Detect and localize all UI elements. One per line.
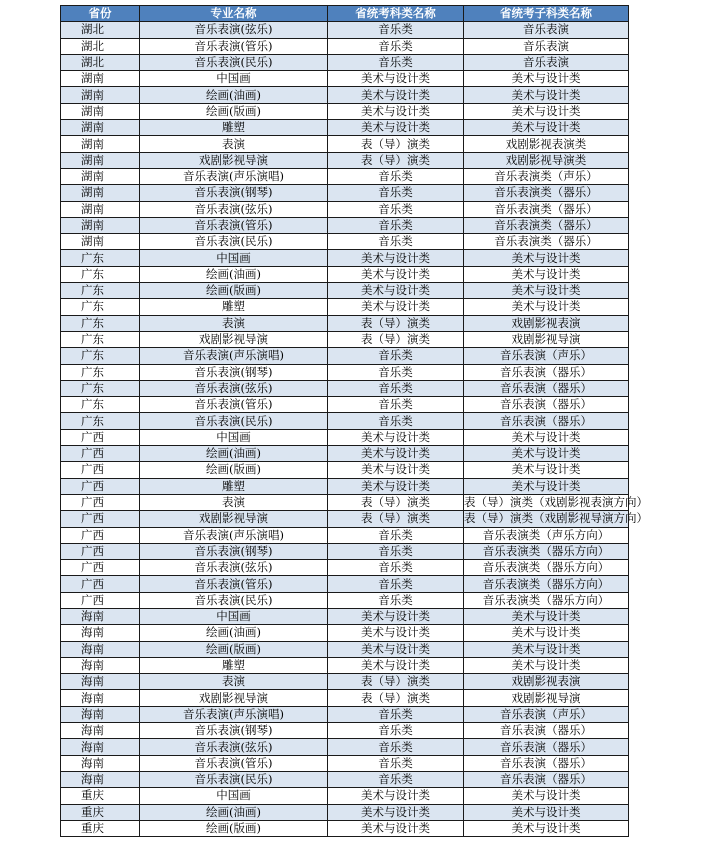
exam-category-cell: 音乐类 xyxy=(328,348,464,364)
table-row xyxy=(61,723,629,739)
table-row xyxy=(61,234,629,250)
table-row xyxy=(61,511,629,527)
major-name-cell: 音乐表演(管乐) xyxy=(140,755,328,771)
major-name-cell: 音乐表演(钢琴) xyxy=(140,543,328,559)
header-row xyxy=(61,6,629,22)
major-name-cell: 音乐表演(民乐) xyxy=(140,592,328,608)
exam-category-cell: 美术与设计类 xyxy=(328,266,464,282)
exam-category-cell: 音乐类 xyxy=(328,592,464,608)
major-name-cell: 音乐表演(声乐演唱) xyxy=(140,706,328,722)
exam-category-cell: 音乐类 xyxy=(328,739,464,755)
exam-subcategory-cell: 美术与设计类 xyxy=(464,788,629,804)
exam-subcategory-cell: 戏剧影视表演 xyxy=(464,315,629,331)
table-row xyxy=(61,136,629,152)
exam-category-cell: 美术与设计类 xyxy=(328,608,464,624)
province-cell: 广西 xyxy=(61,543,140,559)
table-row xyxy=(61,706,629,722)
exam-subcategory-cell: 音乐表演（器乐） xyxy=(464,771,629,787)
province-cell: 海南 xyxy=(61,674,140,690)
province-cell: 湖北 xyxy=(61,38,140,54)
province-cell: 湖北 xyxy=(61,22,140,38)
exam-subcategory-cell: 音乐表演 xyxy=(464,38,629,54)
province-cell: 海南 xyxy=(61,706,140,722)
exam-subcategory-cell: 音乐表演（器乐） xyxy=(464,723,629,739)
exam-category-cell: 音乐类 xyxy=(328,380,464,396)
exam-category-cell: 音乐类 xyxy=(328,543,464,559)
table-row xyxy=(61,397,629,413)
province-cell: 广西 xyxy=(61,494,140,510)
province-cell: 海南 xyxy=(61,641,140,657)
header-exam-subcategory: 省统考子科类名称 xyxy=(464,6,629,22)
exam-subcategory-cell: 音乐表演（声乐） xyxy=(464,706,629,722)
exam-category-cell: 美术与设计类 xyxy=(328,462,464,478)
province-cell: 广西 xyxy=(61,560,140,576)
exam-subcategory-cell: 戏剧影视表演类 xyxy=(464,136,629,152)
province-cell: 湖南 xyxy=(61,217,140,233)
province-cell: 湖南 xyxy=(61,136,140,152)
table-row xyxy=(61,103,629,119)
exam-category-cell: 音乐类 xyxy=(328,527,464,543)
exam-category-cell: 音乐类 xyxy=(328,413,464,429)
exam-category-cell: 音乐类 xyxy=(328,364,464,380)
exam-subcategory-cell: 音乐表演类（声乐方向） xyxy=(464,527,629,543)
major-name-cell: 绘画(版画) xyxy=(140,820,328,836)
table-row xyxy=(61,625,629,641)
exam-category-cell: 音乐类 xyxy=(328,706,464,722)
province-cell: 湖南 xyxy=(61,120,140,136)
exam-subcategory-cell: 美术与设计类 xyxy=(464,641,629,657)
province-cell: 广东 xyxy=(61,283,140,299)
exam-subcategory-cell: 音乐表演（器乐） xyxy=(464,397,629,413)
province-cell: 广东 xyxy=(61,397,140,413)
exam-category-cell: 美术与设计类 xyxy=(328,250,464,266)
exam-category-cell: 美术与设计类 xyxy=(328,71,464,87)
table-row xyxy=(61,592,629,608)
table-row xyxy=(61,771,629,787)
exam-subcategory-cell: 美术与设计类 xyxy=(464,462,629,478)
major-name-cell: 戏剧影视导演 xyxy=(140,152,328,168)
exam-category-cell: 美术与设计类 xyxy=(328,804,464,820)
exam-subcategory-cell: 音乐表演（器乐） xyxy=(464,364,629,380)
exam-category-cell: 美术与设计类 xyxy=(328,788,464,804)
table-row xyxy=(61,560,629,576)
major-name-cell: 中国画 xyxy=(140,608,328,624)
exam-subcategory-cell: 音乐表演类（声乐） xyxy=(464,168,629,184)
exam-subcategory-cell: 音乐表演（器乐） xyxy=(464,413,629,429)
table-row xyxy=(61,462,629,478)
exam-category-cell: 音乐类 xyxy=(328,168,464,184)
major-name-cell: 中国画 xyxy=(140,429,328,445)
table-row xyxy=(61,315,629,331)
exam-category-cell: 美术与设计类 xyxy=(328,103,464,119)
exam-category-cell: 音乐类 xyxy=(328,234,464,250)
exam-subcategory-cell: 戏剧影视导演 xyxy=(464,690,629,706)
province-cell: 海南 xyxy=(61,608,140,624)
exam-subcategory-cell: 美术与设计类 xyxy=(464,446,629,462)
major-name-cell: 音乐表演(声乐演唱) xyxy=(140,527,328,543)
major-name-cell: 音乐表演(民乐) xyxy=(140,771,328,787)
province-cell: 重庆 xyxy=(61,804,140,820)
exam-category-cell: 音乐类 xyxy=(328,22,464,38)
exam-category-cell: 表（导）演类 xyxy=(328,152,464,168)
table-row xyxy=(61,641,629,657)
table-row xyxy=(61,608,629,624)
major-name-cell: 音乐表演(管乐) xyxy=(140,397,328,413)
major-name-cell: 绘画(版画) xyxy=(140,103,328,119)
exam-subcategory-cell: 音乐表演类（器乐方向） xyxy=(464,543,629,559)
exam-subcategory-cell: 音乐表演（声乐） xyxy=(464,348,629,364)
table-row xyxy=(61,348,629,364)
major-name-cell: 中国画 xyxy=(140,788,328,804)
exam-subcategory-cell: 音乐表演类（器乐方向） xyxy=(464,560,629,576)
major-name-cell: 音乐表演(弦乐) xyxy=(140,380,328,396)
exam-subcategory-cell: 音乐表演 xyxy=(464,22,629,38)
exam-subcategory-cell: 音乐表演类（器乐） xyxy=(464,185,629,201)
table-row xyxy=(61,250,629,266)
province-cell: 广东 xyxy=(61,299,140,315)
table-row xyxy=(61,168,629,184)
province-cell: 广东 xyxy=(61,315,140,331)
major-name-cell: 表演 xyxy=(140,136,328,152)
major-name-cell: 音乐表演(弦乐) xyxy=(140,201,328,217)
table-row xyxy=(61,331,629,347)
table-row xyxy=(61,185,629,201)
major-name-cell: 表演 xyxy=(140,315,328,331)
table-row xyxy=(61,38,629,54)
province-cell: 广东 xyxy=(61,250,140,266)
major-name-cell: 绘画(版画) xyxy=(140,283,328,299)
exam-category-cell: 美术与设计类 xyxy=(328,478,464,494)
province-cell: 湖南 xyxy=(61,103,140,119)
exam-category-cell: 表（导）演类 xyxy=(328,331,464,347)
table-row xyxy=(61,755,629,771)
exam-subcategory-cell: 美术与设计类 xyxy=(464,87,629,103)
exam-subcategory-cell: 音乐表演类（器乐） xyxy=(464,201,629,217)
major-name-cell: 绘画(油画) xyxy=(140,446,328,462)
table-row xyxy=(61,217,629,233)
major-name-cell: 音乐表演(民乐) xyxy=(140,234,328,250)
major-name-cell: 音乐表演(民乐) xyxy=(140,413,328,429)
table-row xyxy=(61,527,629,543)
exam-subcategory-cell: 美术与设计类 xyxy=(464,478,629,494)
province-cell: 湖南 xyxy=(61,234,140,250)
table-row xyxy=(61,446,629,462)
major-name-cell: 雕塑 xyxy=(140,478,328,494)
major-name-cell: 雕塑 xyxy=(140,657,328,673)
table-row xyxy=(61,494,629,510)
exam-subcategory-cell: 美术与设计类 xyxy=(464,804,629,820)
major-name-cell: 中国画 xyxy=(140,250,328,266)
exam-subcategory-cell: 音乐表演类（器乐方向） xyxy=(464,592,629,608)
major-name-cell: 音乐表演(管乐) xyxy=(140,576,328,592)
exam-subcategory-cell: 音乐表演类（器乐方向） xyxy=(464,576,629,592)
exam-category-cell: 音乐类 xyxy=(328,185,464,201)
exam-category-cell: 音乐类 xyxy=(328,38,464,54)
exam-subcategory-cell: 美术与设计类 xyxy=(464,608,629,624)
exam-category-cell: 美术与设计类 xyxy=(328,446,464,462)
major-name-cell: 绘画(油画) xyxy=(140,266,328,282)
exam-subcategory-cell: 美术与设计类 xyxy=(464,429,629,445)
province-cell: 湖南 xyxy=(61,168,140,184)
exam-category-cell: 表（导）演类 xyxy=(328,494,464,510)
exam-subcategory-cell: 美术与设计类 xyxy=(464,657,629,673)
table-row xyxy=(61,690,629,706)
province-cell: 海南 xyxy=(61,739,140,755)
table-row xyxy=(61,657,629,673)
exam-subcategory-cell: 戏剧影视导演类 xyxy=(464,152,629,168)
major-name-cell: 音乐表演(声乐演唱) xyxy=(140,348,328,364)
major-name-cell: 绘画(油画) xyxy=(140,625,328,641)
header-province: 省份 xyxy=(61,6,140,22)
province-cell: 海南 xyxy=(61,755,140,771)
province-cell: 湖南 xyxy=(61,185,140,201)
province-cell: 湖南 xyxy=(61,152,140,168)
exam-category-cell: 美术与设计类 xyxy=(328,657,464,673)
exam-category-cell: 音乐类 xyxy=(328,723,464,739)
table-row xyxy=(61,299,629,315)
exam-subcategory-cell: 戏剧影视表演 xyxy=(464,674,629,690)
exam-category-cell: 美术与设计类 xyxy=(328,625,464,641)
exam-subcategory-cell: 美术与设计类 xyxy=(464,283,629,299)
table-row xyxy=(61,87,629,103)
table-row xyxy=(61,478,629,494)
exam-subcategory-cell: 音乐表演（器乐） xyxy=(464,380,629,396)
table-row xyxy=(61,380,629,396)
table-row xyxy=(61,54,629,70)
province-cell: 湖北 xyxy=(61,54,140,70)
major-name-cell: 音乐表演(声乐演唱) xyxy=(140,168,328,184)
table-row xyxy=(61,120,629,136)
exam-subcategory-cell: 美术与设计类 xyxy=(464,71,629,87)
exam-subcategory-cell: 戏剧影视导演 xyxy=(464,331,629,347)
header-exam-category: 省统考科类名称 xyxy=(328,6,464,22)
exam-subcategory-cell: 美术与设计类 xyxy=(464,266,629,282)
exam-subcategory-cell: 表（导）演类（戏剧影视导演方向） xyxy=(464,511,648,526)
major-name-cell: 音乐表演(管乐) xyxy=(140,217,328,233)
major-name-cell: 音乐表演(钢琴) xyxy=(140,185,328,201)
exam-category-cell: 音乐类 xyxy=(328,755,464,771)
province-cell: 广东 xyxy=(61,413,140,429)
major-name-cell: 绘画(油画) xyxy=(140,87,328,103)
table-row xyxy=(61,788,629,804)
table-row xyxy=(61,804,629,820)
exam-category-cell: 表（导）演类 xyxy=(328,511,464,527)
province-cell: 广东 xyxy=(61,380,140,396)
table-row xyxy=(61,364,629,380)
province-cell: 海南 xyxy=(61,625,140,641)
table-row xyxy=(61,266,629,282)
table-row xyxy=(61,413,629,429)
table-row xyxy=(61,429,629,445)
major-name-cell: 音乐表演(民乐) xyxy=(140,54,328,70)
major-name-cell: 表演 xyxy=(140,494,328,510)
exam-subcategory-cell: 音乐表演类（器乐） xyxy=(464,217,629,233)
table-row xyxy=(61,674,629,690)
major-name-cell: 绘画(版画) xyxy=(140,462,328,478)
province-cell: 广东 xyxy=(61,348,140,364)
province-cell: 湖南 xyxy=(61,87,140,103)
table-row xyxy=(61,739,629,755)
province-cell: 广西 xyxy=(61,592,140,608)
province-cell: 广西 xyxy=(61,527,140,543)
table-row xyxy=(61,201,629,217)
table-header xyxy=(61,6,629,22)
major-name-cell: 雕塑 xyxy=(140,120,328,136)
exam-category-cell: 音乐类 xyxy=(328,397,464,413)
exam-category-cell: 美术与设计类 xyxy=(328,429,464,445)
province-cell: 广西 xyxy=(61,462,140,478)
exam-category-cell: 美术与设计类 xyxy=(328,283,464,299)
major-name-cell: 绘画(油画) xyxy=(140,804,328,820)
major-name-cell: 音乐表演(弦乐) xyxy=(140,739,328,755)
province-cell: 广西 xyxy=(61,576,140,592)
header-major-name: 专业名称 xyxy=(140,6,328,22)
province-cell: 海南 xyxy=(61,690,140,706)
major-name-cell: 中国画 xyxy=(140,71,328,87)
exam-category-cell: 美术与设计类 xyxy=(328,641,464,657)
major-name-cell: 音乐表演(弦乐) xyxy=(140,560,328,576)
province-cell: 海南 xyxy=(61,657,140,673)
province-cell: 广西 xyxy=(61,511,140,527)
exam-category-cell: 音乐类 xyxy=(328,217,464,233)
exam-category-cell: 音乐类 xyxy=(328,576,464,592)
exam-subcategory-cell: 音乐表演（器乐） xyxy=(464,755,629,771)
major-name-cell: 音乐表演(弦乐) xyxy=(140,22,328,38)
province-cell: 广西 xyxy=(61,429,140,445)
table-row xyxy=(61,283,629,299)
province-cell: 广西 xyxy=(61,446,140,462)
province-cell: 广东 xyxy=(61,364,140,380)
exam-subcategory-cell: 美术与设计类 xyxy=(464,820,629,836)
table-row xyxy=(61,71,629,87)
table-body xyxy=(61,22,648,837)
major-name-cell: 音乐表演(管乐) xyxy=(140,38,328,54)
exam-category-cell: 表（导）演类 xyxy=(328,674,464,690)
exam-category-cell: 美术与设计类 xyxy=(328,87,464,103)
province-cell: 重庆 xyxy=(61,820,140,836)
table-row xyxy=(61,820,629,836)
exam-subcategory-cell: 音乐表演（器乐） xyxy=(464,739,629,755)
exam-category-cell: 表（导）演类 xyxy=(328,690,464,706)
exam-category-cell: 美术与设计类 xyxy=(328,820,464,836)
province-cell: 重庆 xyxy=(61,788,140,804)
province-cell: 海南 xyxy=(61,771,140,787)
major-name-cell: 戏剧影视导演 xyxy=(140,690,328,706)
exam-subcategory-cell: 音乐表演 xyxy=(464,54,629,70)
province-cell: 湖南 xyxy=(61,201,140,217)
exam-category-cell: 表（导）演类 xyxy=(328,315,464,331)
exam-category-cell: 美术与设计类 xyxy=(328,120,464,136)
exam-category-cell: 表（导）演类 xyxy=(328,136,464,152)
major-name-cell: 音乐表演(钢琴) xyxy=(140,723,328,739)
major-name-cell: 表演 xyxy=(140,674,328,690)
exam-subcategory-cell: 美术与设计类 xyxy=(464,625,629,641)
exam-category-cell: 美术与设计类 xyxy=(328,299,464,315)
major-name-cell: 雕塑 xyxy=(140,299,328,315)
major-name-cell: 戏剧影视导演 xyxy=(140,511,328,527)
exam-subcategory-cell: 美术与设计类 xyxy=(464,120,629,136)
exam-category-cell: 音乐类 xyxy=(328,201,464,217)
exam-subcategory-cell: 美术与设计类 xyxy=(464,299,629,315)
province-cell: 广东 xyxy=(61,266,140,282)
major-name-cell: 戏剧影视导演 xyxy=(140,331,328,347)
major-name-cell: 音乐表演(钢琴) xyxy=(140,364,328,380)
province-cell: 广东 xyxy=(61,331,140,347)
table-row xyxy=(61,576,629,592)
exam-category-cell: 音乐类 xyxy=(328,771,464,787)
exam-category-cell: 音乐类 xyxy=(328,560,464,576)
province-cell: 广西 xyxy=(61,478,140,494)
table-row xyxy=(61,543,629,559)
exam-subcategory-cell: 美术与设计类 xyxy=(464,103,629,119)
table-row xyxy=(61,22,629,38)
exam-category-cell: 音乐类 xyxy=(328,54,464,70)
table-row xyxy=(61,152,629,168)
province-cell: 海南 xyxy=(61,723,140,739)
admission-category-table xyxy=(60,5,648,837)
exam-subcategory-cell: 音乐表演类（器乐） xyxy=(464,234,629,250)
major-name-cell: 绘画(版画) xyxy=(140,641,328,657)
exam-subcategory-cell: 美术与设计类 xyxy=(464,250,629,266)
province-cell: 湖南 xyxy=(61,71,140,87)
exam-subcategory-cell: 表（导）演类（戏剧影视表演方向） xyxy=(464,495,648,510)
